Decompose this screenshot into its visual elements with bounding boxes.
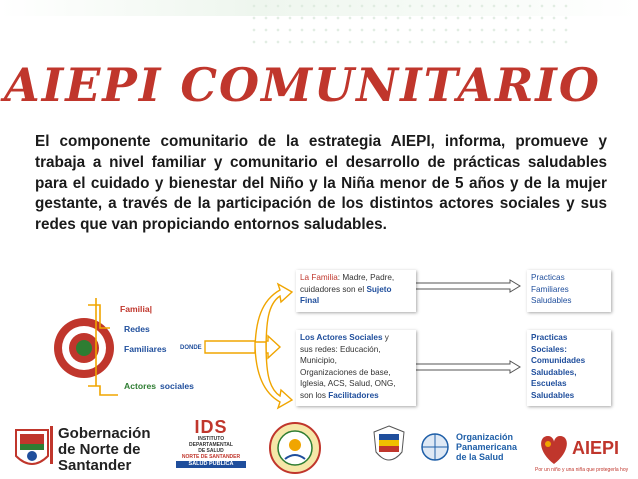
actores-line4: Organizaciones de base, [300, 367, 391, 377]
target-outer-ring [54, 318, 114, 378]
box-practicas-familiares [527, 270, 611, 312]
actores-line6: son los [300, 390, 329, 400]
ids-line1: INSTITUTO [197, 436, 225, 442]
practicas-familiares-line2: Familiares [531, 284, 569, 294]
target-center [76, 340, 92, 356]
ops-line1: Organización [456, 432, 514, 442]
familia-term: La Familia [300, 273, 338, 282]
bracket-lines [88, 298, 118, 395]
familia-line1: : Madre, Padre, [337, 273, 395, 282]
gobernacion-divider [50, 426, 53, 464]
familia-line3: Final [300, 296, 320, 305]
who-globe-icon [420, 430, 450, 464]
gobernacion-line3: Santander [58, 457, 132, 474]
label-familia: Familia| [120, 304, 153, 314]
actores-line2: sus redes: Educación, [300, 344, 381, 354]
label-actores: Actores [124, 381, 156, 391]
aiepi-heart-icon [536, 428, 572, 468]
practicas-sociales-line3: Comunidades [531, 356, 586, 365]
ops-line2: Panamericana [456, 442, 518, 452]
curved-arrow-down [255, 342, 292, 408]
gobernacion-text [58, 426, 151, 474]
gobernacion-line1: Gobernación [58, 425, 151, 442]
actores-line1: y [382, 333, 389, 342]
community-seal-icon [268, 421, 322, 475]
dot-pattern-decoration [248, 0, 568, 48]
description-paragraph: El componente comunitario de la estrategia AIEPI, informa, promueve y trabaja a nivel familiar y comunitario el desarrollo de prácticas saludables para el cuidado y bienestar del Niño y la Niña menor de 5 años y de la mujer gestante, a través de la participación de los distintos actores sociales y sus redes que van propiciando entornos saludables. [35, 133, 607, 234]
slide-title: AIEPI COMUNITARIO [4, 58, 601, 112]
practicas-sociales-line6: Saludables [531, 390, 575, 400]
box-practicas-sociales [527, 330, 611, 406]
aiepi-tagline: Por un niño y una niña que protegerla hoy [535, 467, 629, 473]
practicas-familiares-line3: Saludables [531, 296, 572, 305]
practicas-sociales-line1: Practicas [531, 333, 568, 342]
box-actores-sociales [296, 330, 416, 406]
ids-mark: IDS [194, 417, 228, 437]
box-connector-arrows [410, 280, 520, 373]
practicas-sociales-line4: Saludables, [531, 367, 577, 377]
gobernacion-line2: de Norte de [58, 441, 141, 458]
salud-publica-label: SALUD PUBLICA [176, 461, 246, 468]
label-familiares: Familiares [124, 344, 167, 354]
ids-logo [170, 418, 252, 476]
curved-arrow-up [255, 284, 292, 352]
label-donde: DONDE [180, 345, 202, 351]
gobernacion-shield-icon [12, 426, 52, 474]
label-redes: Redes [124, 324, 150, 334]
ops-logo-text [456, 432, 534, 462]
actores-facilitadores: Facilitadores [328, 390, 379, 400]
actores-line5: Iglesia, ACS, Salud, ONG, [300, 379, 396, 388]
actores-term: Los Actores Sociales [300, 333, 383, 342]
practicas-sociales-line2: Sociales: [531, 344, 567, 354]
aiepi-logo-text: AIEPI [572, 438, 620, 458]
ids-line4: NORTE DE SANTANDER [181, 454, 241, 460]
box-familia [296, 270, 416, 312]
colombia-coat-of-arms-icon [370, 424, 408, 472]
familia-sujeto: Sujeto [366, 284, 392, 294]
ids-line3: DE SALUD [198, 448, 224, 454]
target-white-ring [62, 326, 106, 370]
target-inner-ring [69, 333, 99, 363]
familia-line2: cuidadores son el [300, 284, 367, 294]
actores-line3: Municipio, [300, 356, 337, 365]
familiares-arrow [205, 336, 280, 358]
label-sociales: sociales [160, 381, 194, 391]
practicas-sociales-line5: Escuelas [531, 379, 567, 388]
ops-line3: de la Salud [456, 452, 504, 462]
ids-line2: DEPARTAMENTAL [189, 442, 233, 448]
practicas-familiares-line1: Practicas [531, 273, 565, 282]
